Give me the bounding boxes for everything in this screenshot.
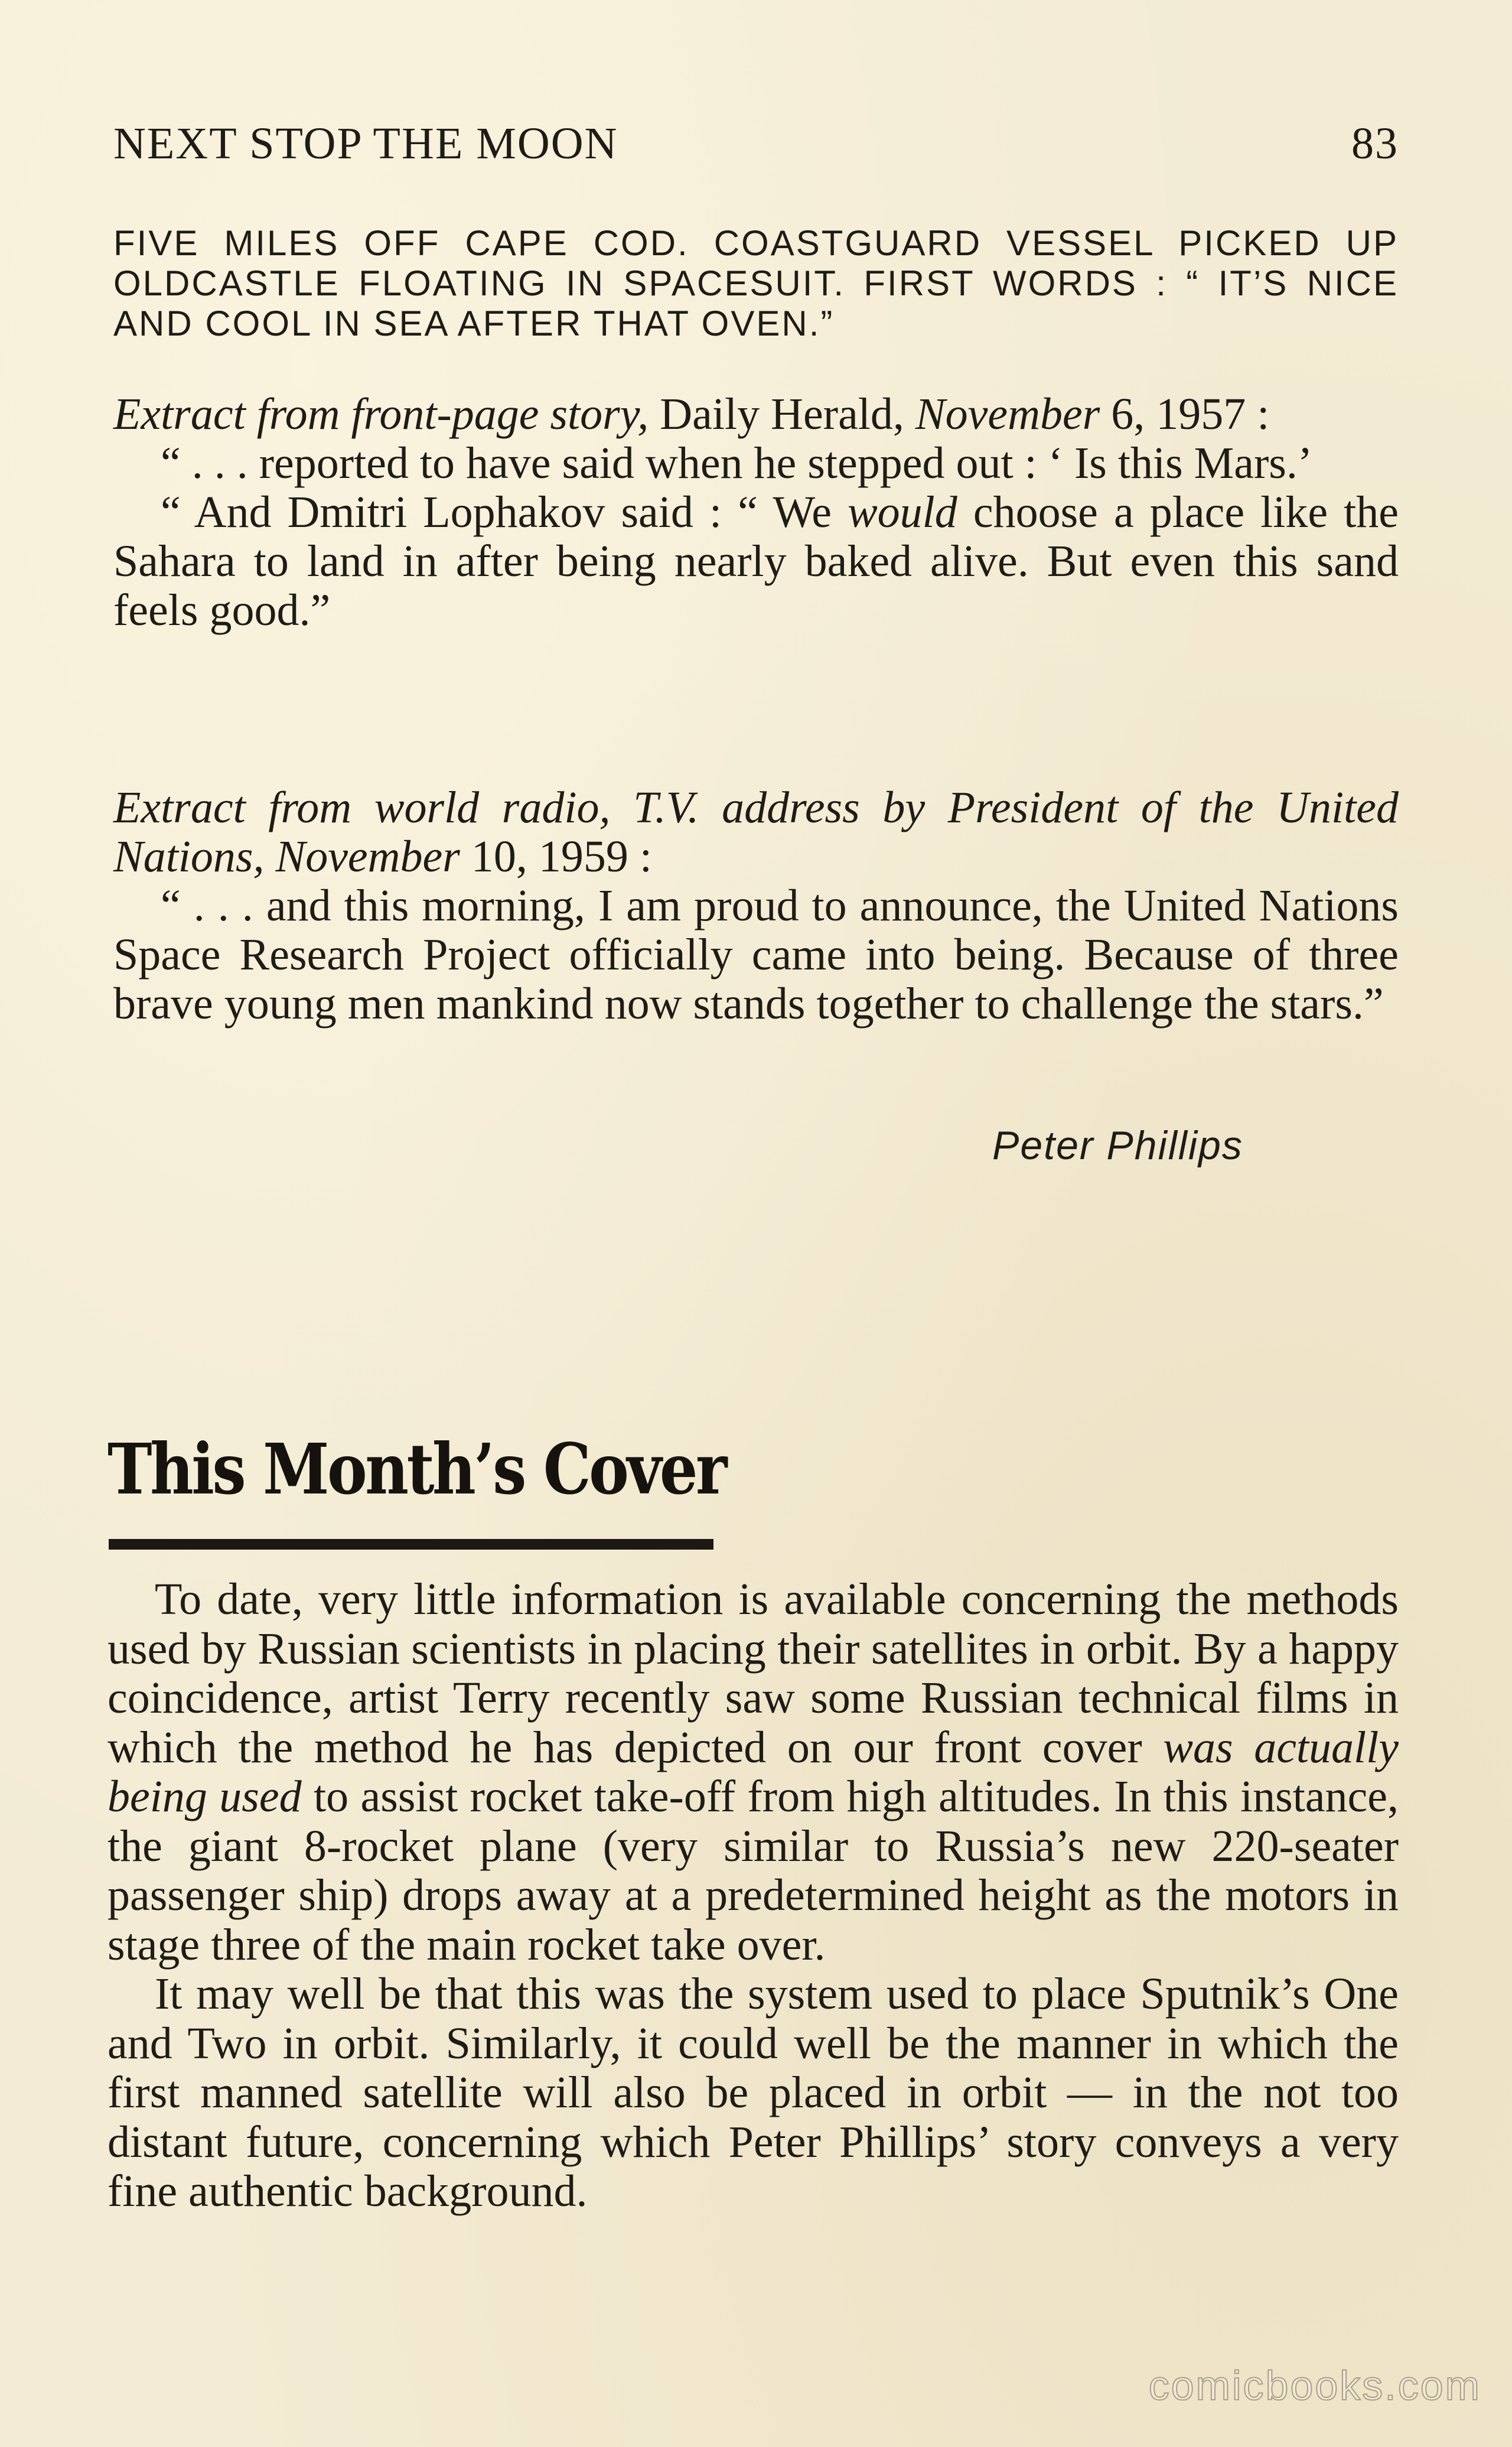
- page-number: 83: [1351, 119, 1399, 168]
- cover-paragraph-2: It may well be that this was the system used to place Sputnik’s One and Two in orbit. Similarly, it could well be the manner in which the first manned satellite will also be placed in orbit — in the not too distant future, concerning which Peter Phillips’ story conveys a very fine authentic background.: [107, 1969, 1399, 2216]
- extract-1-quote-2: [113, 488, 1399, 635]
- watermark: comicbooks.com: [1148, 2363, 1481, 2409]
- extract-1-quote-2-a: “ And Dmitri Lophakov said : “ We: [161, 487, 848, 537]
- extract-2-date: 10, 1959 :: [460, 832, 652, 881]
- cover-article: [107, 1575, 1399, 2217]
- extract-1-quote-2-em: would: [847, 487, 957, 537]
- extract-1-quote-2-b: choose a place like the Sahara to land in after being nearly baked alive. But even this sand feels good.”: [113, 487, 1399, 635]
- cover-paragraph-1-em: was actually being used: [107, 1722, 1399, 1821]
- extract-un-address: [113, 783, 1399, 1029]
- cover-paragraph-1-a: To date, very little information is available concerning the methods used by Russian scientists in placing their satellites in orbit. By a happy coincidence, artist Terry recently saw some Russian technical films in which the method he has depicted on our front cover: [107, 1574, 1399, 1772]
- author-signature: Peter Phillips: [992, 1123, 1243, 1168]
- extract-1-paper: Daily Herald,: [649, 389, 915, 439]
- extract-2-quote: “ . . . and this morning, I am proud to announce, the United Nations Space Research Project officially came into being. Because of three brave young men mankind now stands together to challenge the stars.”: [113, 881, 1399, 1029]
- running-head-title: NEXT STOP THE MOON: [113, 119, 618, 168]
- cover-heading: This Month’s Cover: [107, 1428, 726, 1510]
- extract-1-lead: Extract from front-page story,: [113, 389, 649, 439]
- extract-1-source: [113, 390, 1399, 439]
- extract-2-source: [113, 783, 1399, 881]
- extract-daily-herald: [113, 390, 1399, 635]
- cover-paragraph-1: [107, 1575, 1399, 1970]
- extract-1-month: November: [915, 389, 1100, 439]
- extract-2-lead: Extract from world radio, T.V. address by President of the United Nations, November: [113, 783, 1399, 881]
- cover-paragraph-1-b: to assist rocket take-off from high altitudes. In this instance, the giant 8-rocket plane (very similar to Russia’s new 220-seater passenger ship) drops away at a predetermined height as the motors in stage three of the main rocket take over.: [107, 1772, 1399, 1970]
- extract-1-quote-1: “ . . . reported to have said when he stepped out : ‘ Is this Mars.’: [161, 438, 1313, 488]
- extract-1-date: 6, 1957 :: [1100, 389, 1270, 439]
- telegram-text: FIVE MILES OFF CAPE COD. COASTGUARD VESSEL PICKED UP OLDCASTLE FLOATING IN SPACESUIT. FIRST WORDS : “ IT’S NICE AND COOL IN SEA AFTER THAT OVEN.”: [113, 223, 1399, 343]
- heading-rule: [109, 1539, 713, 1550]
